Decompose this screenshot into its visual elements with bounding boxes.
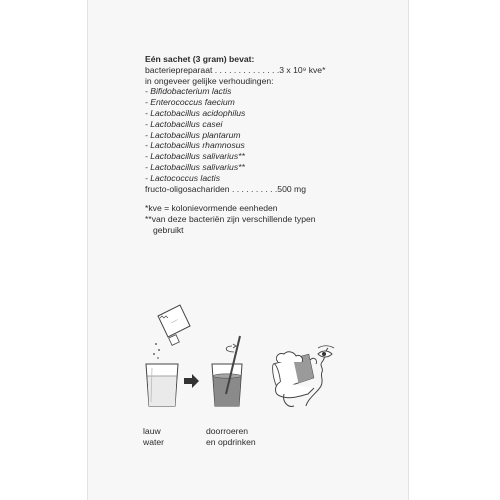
step1-caption-line2: water [143, 436, 165, 447]
footnote-strains: **van deze bacteriën zijn verschillende typen [145, 214, 316, 225]
package-panel [87, 0, 409, 500]
strain-item: - Lactobacillus rhamnosus [145, 140, 245, 151]
bacteria-line: bacteriepreparaat . . . . . . . . . . . . . .3 x 10⁹ kve* [145, 64, 326, 75]
step1-caption-line1: lauw [143, 426, 161, 436]
step1-caption [143, 426, 164, 447]
svg-text:~~~: ~~~ [170, 317, 179, 325]
step2-caption-line2: en opdrinken [206, 436, 256, 447]
drinking-person-icon [271, 346, 334, 407]
usage-illustration-svg [128, 302, 368, 422]
strain-item: - Bifidobacterium lactis [145, 86, 232, 97]
step2-caption [206, 426, 256, 447]
strain-item: - Lactobacillus acidophilus [145, 107, 246, 118]
strain-item: - Lactobacillus plantarum [145, 129, 241, 140]
strain-item: - Lactobacillus salivarius** [145, 151, 245, 162]
strain-item: - Lactococcus lactis [145, 172, 220, 183]
strain-item: - Lactobacillus casei [145, 118, 223, 129]
step2-caption-line1: doorroeren [206, 426, 249, 436]
strain-item: - Enterococcus faecium [145, 97, 235, 108]
composition-heading: Eén sachet (3 gram) bevat: [145, 54, 255, 64]
ratio-line: in ongeveer gelijke verhoudingen: [145, 75, 274, 86]
strain-item: - Lactobacillus salivarius** [145, 161, 245, 172]
usage-illustration [128, 302, 368, 422]
footnote-strains-cont: gebruikt [153, 224, 184, 235]
fos-line: fructo-oligosachariden . . . . . . . . . .500 mg [145, 183, 306, 194]
stirring-spoon-icon [212, 336, 242, 406]
footnote-kve: *kve = kolonievormende eenheden [145, 203, 278, 214]
arrow-right-icon [184, 374, 199, 388]
composition-text [145, 54, 405, 236]
glass-icon [146, 364, 178, 406]
sachet-icon [153, 305, 190, 359]
